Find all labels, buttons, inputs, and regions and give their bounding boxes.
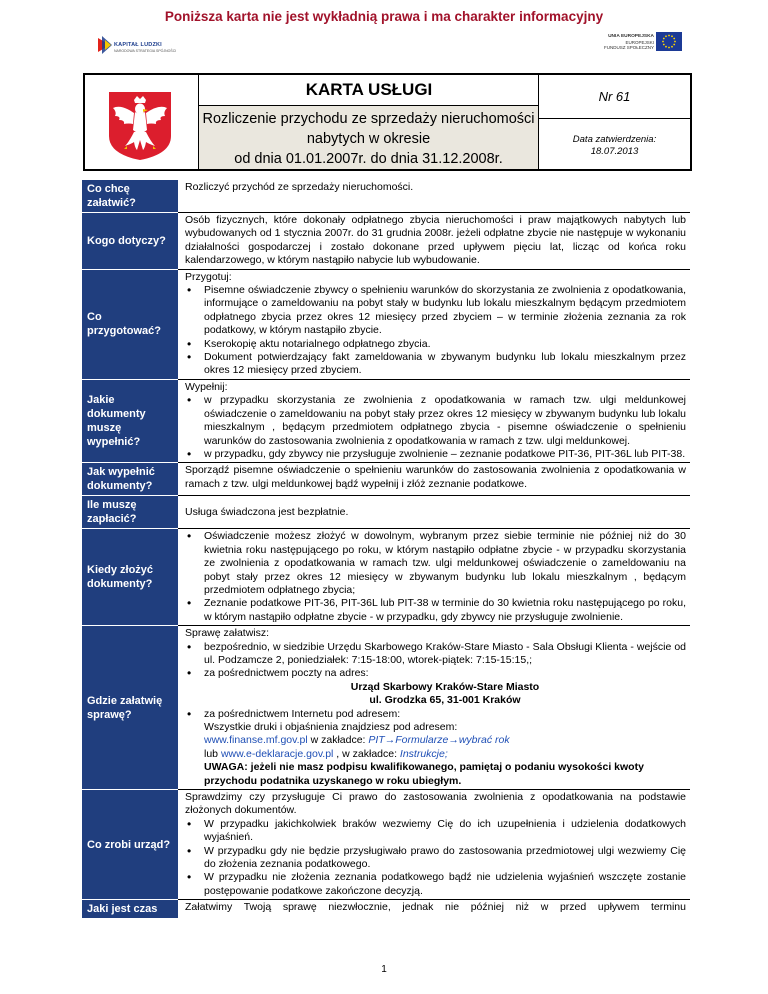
row-label: Jakie dokumenty muszę wypełnić?	[82, 380, 178, 463]
kapital-ludzki-name: KAPITAŁ LUDZKI	[114, 42, 162, 48]
row-content	[178, 180, 690, 213]
eu-name: UNIA EUROPEJSKA	[608, 34, 654, 39]
card-subtitle-line2: nabytych w okresie	[306, 131, 431, 147]
eu-logo	[596, 32, 686, 58]
emblem-cell	[85, 75, 198, 169]
list-item: • Zeznanie podatkowe PIT-36, PIT-36L lub PIT-38 w terminie do 30 kwietnia roku następującego po roku, w którym nastąpiło odpłatne zbycie - w przypadku, gdy zbywcy nie przysługuje zwolnienie.	[185, 597, 686, 624]
row-text: Załatwimy Twoją sprawę niezwłocznie, jednak nie później niż w przed upływem terminu	[185, 901, 686, 914]
finanse-path: PIT→Formularze→wybrać rok	[368, 734, 510, 747]
list-item: • Oświadczenie możesz złożyć w dowolnym, wybranym przez siebie terminie nie później niż do 30 kwietnia roku następującego po roku, w którym nastąpiło odpłatne zbycie - w przypadku skorzystania ze zwolnienia z opodatkowania w ramach tzw. ulgi meldunkowej oświadczenie o zameldowaniu na pobyt stały przez okres 12 miesięcy w zbywanym budynku lub lokalu mieszkalnym , będącym przedmiotem odpłatnego zbycia;	[185, 530, 686, 597]
approval-date: 18.07.2013	[590, 146, 639, 157]
list-item: • Kserokopię aktu notarialnego odpłatnego zbycia.	[185, 338, 686, 351]
row-content	[178, 529, 690, 626]
row-intro: Przygotuj:	[185, 270, 232, 283]
e-deklaracje-link[interactable]: www.e-deklaracje.gov.pl	[220, 747, 334, 760]
row-content	[178, 213, 690, 270]
approval-date-block	[538, 119, 690, 169]
row-label: Kiedy złożyć dokumenty?	[82, 529, 178, 626]
card-subtitle-line3: od dnia 01.01.2007r. do dnia 31.12.2008r.	[234, 151, 503, 167]
deklaracje-line	[204, 748, 686, 761]
row-prepare	[82, 270, 690, 380]
office-action-list	[185, 818, 686, 898]
list-item	[185, 667, 686, 707]
when-list	[185, 530, 686, 624]
row-content	[178, 270, 690, 380]
row-where	[82, 626, 690, 790]
finanse-link[interactable]: www.finanse.mf.gov.pl	[204, 734, 308, 747]
link-suffix: , w zakładce:	[333, 747, 400, 760]
row-label: Jak wypełnić dokumenty?	[82, 463, 178, 496]
row-label: Co zrobi urząd?	[82, 790, 178, 900]
row-fee	[82, 496, 690, 529]
row-text: Sporządź pisemne oświadczenie o spełnieniu warunków do zastosowania zwolnienia z opodatkowania w ramach z tzw. ulgi meldunkowej bądź wypełnij i złóż zeznanie podatkowe.	[185, 464, 686, 490]
forms-text: Wszystkie druki i objaśnienia znajdziesz pod adresem:	[204, 721, 458, 733]
instructions-path: Instrukcje;	[399, 747, 448, 760]
approval-label: Data zatwierdzenia:	[572, 134, 657, 145]
list-item: • bezpośrednio, w siedzibie Urzędu Skarbowego Kraków-Stare Miasto - Sala Obsługi Klienta - wejście od ul. Podzamcze 2, poniedziałek: 7:15-18:00, wtorek-piątek: 7:15-15:15,;	[185, 641, 686, 668]
service-card-header	[83, 73, 692, 171]
row-how-fill	[82, 463, 690, 496]
card-subtitle-line1: Rozliczenie przychodu ze sprzedaży nieruchomości	[202, 111, 535, 127]
card-title: KARTA USŁUGI	[198, 75, 539, 105]
eu-fund-line2: FUNDUSZ SPOŁECZNY	[603, 45, 654, 50]
list-item: • W przypadku jakichkolwiek braków wezwiemy Cię do ich uzupełnienia i udzielenia dodatkowych wyjaśnień.	[185, 818, 686, 845]
prepare-list	[185, 284, 686, 378]
link-suffix: w zakładce:	[307, 734, 369, 747]
row-time	[82, 900, 690, 919]
row-label: Gdzie załatwię sprawę?	[82, 626, 178, 790]
office-address: ul. Grodzka 65, 31-001 Kraków	[369, 694, 521, 707]
list-item: • Pisemne oświadczenie zbywcy o spełnieniu warunków do skorzystania ze zwolnienia z opodatkowania, informujące o zameldowaniu na pobyt stały w budynku lub lokalu mieszkalnym będącym przedmiotem odpłatnego zbycia przez okres 12 miesięcy przed zbyciem – w terminie złożenia zeznania za rok podatkowy, w którym nastąpiło zbycie.	[185, 284, 686, 338]
row-intro: Wypełnij:	[185, 380, 228, 393]
row-content	[178, 463, 690, 496]
row-who	[82, 213, 690, 270]
row-intro: Sprawdzimy czy przysługuje Ci prawo do zastosowania zwolnienia z opodatkowania na podstawie złożonych dokumentów.	[185, 791, 686, 817]
kapital-ludzki-logo	[96, 34, 196, 58]
row-label: Co przygotować?	[82, 270, 178, 380]
list-item	[185, 708, 686, 788]
forms-link-line	[204, 734, 686, 747]
row-label: Co chcę załatwić?	[82, 180, 178, 213]
row-label: Ile muszę zapłacić?	[82, 496, 178, 529]
list-item: • W przypadku nie złożenia zeznania podatkowego bądź nie udzielenia wyjaśnień wszczęte zostanie postępowanie podatkowe zakończone decyzją.	[185, 871, 686, 898]
eu-flag-icon	[656, 32, 682, 51]
kapital-ludzki-subtitle: NARODOWA STRATEGIA SPÓJNOŚCI	[114, 49, 177, 53]
service-details-table	[82, 180, 690, 916]
row-label: Jaki jest czas	[82, 900, 178, 919]
row-content	[178, 626, 690, 790]
list-item: • W przypadku gdy nie będzie przysługiwało prawo do zastosowania przedmiotowej ulgi wezwiemy Cię do złożenia zeznania podatkowego.	[185, 845, 686, 872]
row-label: Kogo dotyczy?	[82, 213, 178, 270]
list-item: • w przypadku skorzystania ze zwolnienia z opodatkowania w ramach tzw. ulgi meldunkowej oświadczenie o zameldowaniu na pobyt stały przez okres 12 miesięcy w zbywanym budynku lub lokalu mieszkalnym , będącym przedmiotem odpłatnego zbycia - pisemne oświadczenie o spełnieniu warunków do zastosowania zwolnienia z opodatkowania w ramach z tzw. ulgi meldunkowej.	[185, 394, 686, 448]
banner	[0, 0, 768, 75]
office-name: Urząd Skarbowy Kraków-Stare Miasto	[350, 680, 540, 693]
or-text: lub	[204, 747, 221, 760]
row-content	[178, 496, 690, 529]
row-documents	[82, 380, 690, 463]
warning-note: UWAGA: jeżeli nie masz podpisu kwalifikowanego, pamiętaj o podaniu wysokości kwoty przychodu podatnika uzyskanego w roku ubiegłym.	[204, 761, 644, 787]
row-what	[82, 180, 690, 213]
list-item: • w przypadku, gdy zbywcy nie przysługuje zwolnienie – zeznanie podatkowe PIT-36, PIT-36L lub PIT-38.	[185, 448, 686, 461]
list-item: • Dokument potwierdzający fakt zameldowania w zbywanym budynku lub lokalu mieszkalnym przez okres 12 miesięcy przed zbyciem.	[185, 351, 686, 378]
page-number: 1	[381, 964, 387, 975]
row-text: Usługa świadczona jest bezpłatnie.	[185, 505, 349, 518]
row-office-action	[82, 790, 690, 900]
row-text: Osób fizycznych, które dokonały odpłatnego zbycia nieruchomości i praw majątkowych nabytych lub wybudowanych od 1 stycznia 2007r. do 31 grudnia 2008r. jeżeli odpłatne zbycie nie następuje w wykonaniu działalności gospodarczej i zostało dokonane przed upływem pięciu lat, licząc od końca roku kalendarzowego, w którym nastąpiło nabycie lub wybudowanie.	[185, 214, 686, 267]
eu-logo-text	[596, 34, 654, 51]
row-intro: Sprawę załatwisz:	[185, 627, 270, 640]
card-number: Nr 61	[538, 75, 690, 119]
where-list	[185, 641, 686, 788]
eu-fund-line1: EUROPEJSKI	[625, 39, 654, 45]
disclaimer-text: Poniższa karta nie jest wykładnią prawa i ma charakter informacyjny	[164, 9, 604, 24]
row-content	[178, 790, 690, 900]
row-content	[178, 900, 690, 919]
polish-eagle-emblem	[107, 90, 173, 162]
row-text: Rozliczyć przychód ze sprzedaży nieruchomości.	[185, 181, 414, 193]
card-subtitle	[198, 105, 538, 169]
post-text: za pośrednictwem poczty na adres:	[204, 667, 369, 680]
row-content	[178, 380, 690, 463]
row-when	[82, 529, 690, 626]
internet-text: • za pośrednictwem Internetu pod adresem:	[204, 707, 401, 720]
documents-list	[185, 394, 686, 461]
